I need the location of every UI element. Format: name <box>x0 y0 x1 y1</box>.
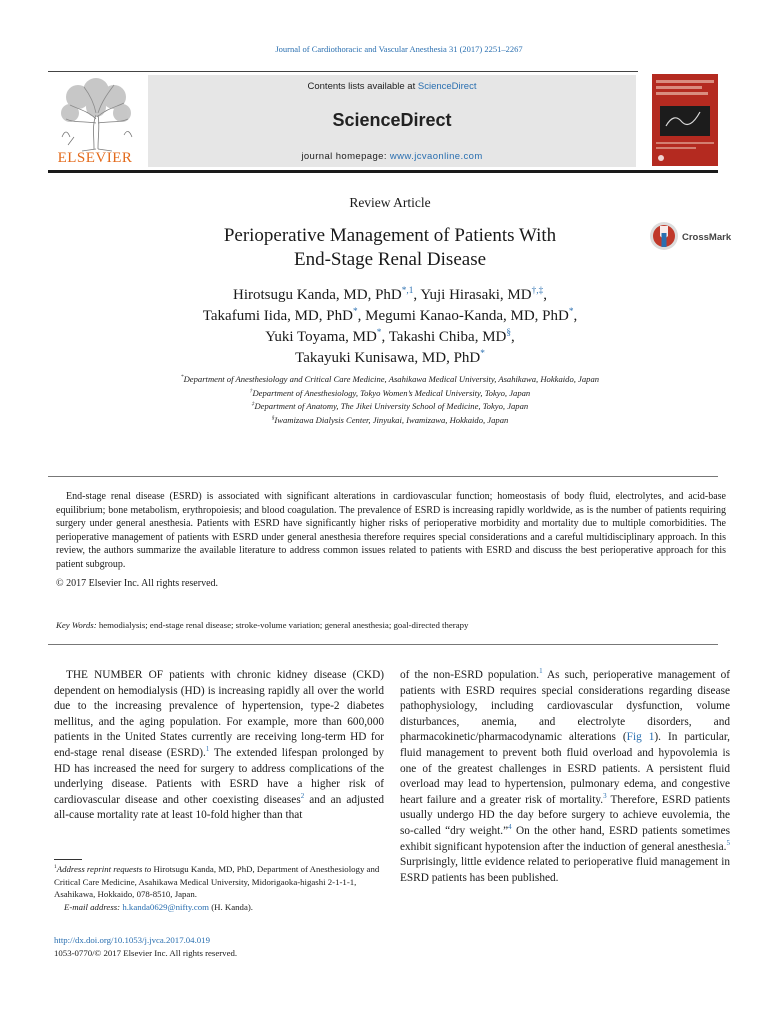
affiliation-mark: ‡ <box>251 401 255 408</box>
body-text: Therefore, ESRD patients usually undergo HD the day before surgery to achieve euvolemia, the so-called “dry weight.” <box>400 793 730 837</box>
body-column-right <box>400 668 730 886</box>
keywords <box>56 620 716 630</box>
header-rule-bottom <box>48 170 718 173</box>
journal-citation[interactable]: Journal of Cardiothoracic and Vascular Anesthesia 31 (2017) 2251–2267 <box>275 44 523 54</box>
affiliation-1 <box>150 374 630 386</box>
title-line-2: End-Stage Renal Disease <box>293 249 487 270</box>
body-text: of the non-ESRD population. <box>400 669 540 681</box>
journal-cover-thumbnail[interactable] <box>652 74 718 166</box>
body-text: On the other hand, ESRD patients sometimes exhibit significant hypotension after the induction of general anesthesia. <box>400 824 730 853</box>
citation-ref[interactable]: 3 <box>603 791 607 800</box>
email-note <box>54 901 384 914</box>
affiliation-2 <box>150 388 630 400</box>
author-separator: , <box>511 329 515 345</box>
footnote-mark: 1 <box>54 864 57 871</box>
body-text: The extended lifespan prolonged by HD has increased the need for surgery to address complications of the underlying disease. Patients with ESRD have a higher risk of cardiovascular disease and other coexisting diseases <box>54 746 385 806</box>
article-type: Review Article <box>349 195 431 210</box>
author-separator: , <box>381 329 389 345</box>
author-3 <box>203 308 365 324</box>
author-separator: , <box>543 287 547 303</box>
author-marker[interactable]: * <box>376 328 382 338</box>
lead-in: THE NUMBER OF <box>66 669 164 681</box>
author-name: Yuki Toyama, MD <box>265 329 377 345</box>
keywords-list: hemodialysis; end-stage renal disease; stroke-volume variation; general anesthesia; goal-directed therapy <box>98 620 469 630</box>
author-separator: , <box>413 287 421 303</box>
citation-ref[interactable]: 2 <box>300 791 305 800</box>
author-marker[interactable]: *,1 <box>401 286 414 296</box>
citation-ref[interactable]: 5 <box>726 838 730 847</box>
author-name: Megumi Kanao-Kanda, MD, PhD <box>365 308 569 324</box>
body-text: ). In particular, fluid management to prevent both fluid overload and hypovolemia is one of the greatest challenges in ESRD patients. A persistent fluid overload may lead to hypertension, pulmonary edema, and congestive heart failure and a greater risk of mortality. <box>400 731 731 806</box>
journal-homepage-line <box>148 151 636 162</box>
email-link[interactable]: h.kanda0629@nifty.com <box>122 901 210 912</box>
abstract-copyright: © 2017 Elsevier Inc. All rights reserved. <box>56 578 219 589</box>
crossmark-badge-icon[interactable] <box>648 220 732 254</box>
affiliation-mark: † <box>249 387 253 394</box>
author-separator: , <box>357 308 366 324</box>
citation-ref[interactable]: 4 <box>508 823 512 832</box>
author-marker[interactable]: †,‡ <box>531 286 544 296</box>
title-line-1: Perioperative Management of Patients With <box>223 225 557 246</box>
citation-ref[interactable]: 1 <box>205 745 210 754</box>
author-name: Hirotsugu Kanda, MD, PhD <box>233 287 402 303</box>
author-name: Takafumi Iida, MD, PhD <box>202 308 353 324</box>
contents-line <box>148 81 636 92</box>
author-marker[interactable]: * <box>352 307 358 317</box>
author-list <box>100 285 680 369</box>
author-5 <box>265 329 388 345</box>
author-name: Yuji Hirasaki, MD <box>420 287 532 303</box>
body-text: patients with chronic kidney disease (CKD) dependent on hemodialysis (HD) is increasing rapidly all over the world due to the increasing prevalence of hypertension, type-2 diabetes mellitus, and the aging population. For example, more than 600,000 patients in the United States currently are receiving long-term HD for end-stage renal disease (ESRD). <box>54 669 384 759</box>
affiliation-3 <box>150 401 630 413</box>
sciencedirect-link[interactable]: ScienceDirect <box>417 81 477 92</box>
affiliation-mark: * <box>180 374 184 381</box>
citation-ref[interactable]: 1 <box>539 667 543 676</box>
affiliation-text: Department of Anatomy, The Jikei University School of Medicine, Tokyo, Japan <box>254 401 529 411</box>
footnote <box>54 863 384 913</box>
contents-prefix: Contents lists available at <box>307 81 418 92</box>
footnote-text: Hirotsugu Kanda, MD, PhD, Department of Anesthesiology and Critical Care Medicine, Asahikawa Medical University, Midorigaoka-higashi 2-1-1-1, Asahikawa, Hokkaido, 078-8510, Japan. <box>54 864 380 899</box>
author-name: Takashi Chiba, MD <box>388 329 507 345</box>
homepage-prefix: journal homepage: <box>301 151 390 162</box>
author-separator: , <box>573 308 578 324</box>
affiliation-text: Department of Anesthesiology, Tokyo Women’s Medical University, Tokyo, Japan <box>252 387 531 398</box>
body-text: and an adjusted all-cause mortality rate at least 10-fold higher than that <box>54 793 384 822</box>
doi-link[interactable]: http://dx.doi.org/10.1053/j.jvca.2017.04.019 <box>54 935 210 945</box>
author-4 <box>365 308 577 324</box>
affiliations <box>150 374 630 428</box>
abstract-separator-bottom <box>48 644 718 645</box>
body-text: Surprisingly, little evidence related to perioperative fluid management in ESRD patients has been published. <box>400 856 730 884</box>
email-label: E-mail address: <box>64 901 123 912</box>
abstract: End-stage renal disease (ESRD) is associated with significant alterations in cardiovascular function; homeostasis of body fluid, electrolytes, and acid-base equilibrium; bone metabolism, erythropoiesis; and blood coagulation. The prevalence of ESRD is increasing rapidly worldwide, as is the number of patients requiring surgery under general anesthesia. Patients with ESRD have significantly higher risks of perioperative morbidity and mortality due to multiple comorbidities. The perioperative management of patients with ESRD under general anesthesia therefore requires special considerations and a careful multidisciplinary approach. In this review, the authors summarize the available literature to address common issues related to patients with ESRD and discuss the best perioperative approach for this patient subgroup. <box>56 491 726 570</box>
doi-block <box>54 934 237 959</box>
footnote-rule <box>54 859 82 860</box>
author-marker[interactable]: * <box>568 307 574 317</box>
body-column-left <box>54 668 384 824</box>
header-rule-top <box>48 71 638 72</box>
body-text: As such, perioperative management of patients with ESRD requires special considerations regarding disease pathophysiology, including cardiovascular dysfunction, volume disturbances, anemia, and electrolyte disorders, and pharmacokinetic/pharmacodynamic alterations ( <box>400 669 730 744</box>
author-2 <box>420 287 547 303</box>
figure-link[interactable]: Fig 1 <box>626 731 655 744</box>
author-marker[interactable]: * <box>480 349 485 359</box>
article-title <box>120 224 660 272</box>
journal-homepage-link[interactable]: www.jcvaonline.com <box>389 151 483 162</box>
elsevier-wordmark: ELSEVIER <box>57 150 133 166</box>
email-suffix: (H. Kanda). <box>209 901 253 912</box>
author-name: Takayuki Kunisawa, MD, PhD <box>295 350 481 366</box>
author-7 <box>295 350 485 366</box>
abstract-separator-top <box>48 476 718 477</box>
reprint-note <box>54 863 384 901</box>
sciencedirect-brand[interactable]: ScienceDirect <box>332 110 452 130</box>
crossmark-label: CrossMark <box>682 232 732 243</box>
author-6 <box>389 329 515 345</box>
author-1 <box>233 287 420 303</box>
issn-copyright: 1053-0770/© 2017 Elsevier Inc. All rights reserved. <box>54 947 238 958</box>
footnote-label: Address reprint requests to <box>56 864 154 874</box>
affiliation-mark: § <box>271 414 275 421</box>
affiliation-4 <box>150 415 630 427</box>
affiliation-text: Iwamizawa Dialysis Center, Jinyukai, Iwamizawa, Hokkaido, Japan <box>274 414 509 425</box>
affiliation-text: Department of Anesthesiology and Critical Care Medicine, Asahikawa Medical University, Asahikawa, Hokkaido, Japan <box>183 374 600 384</box>
keywords-label: Key Words: <box>56 620 97 630</box>
author-marker[interactable]: § <box>506 328 512 338</box>
cover-art-icon <box>652 74 718 166</box>
